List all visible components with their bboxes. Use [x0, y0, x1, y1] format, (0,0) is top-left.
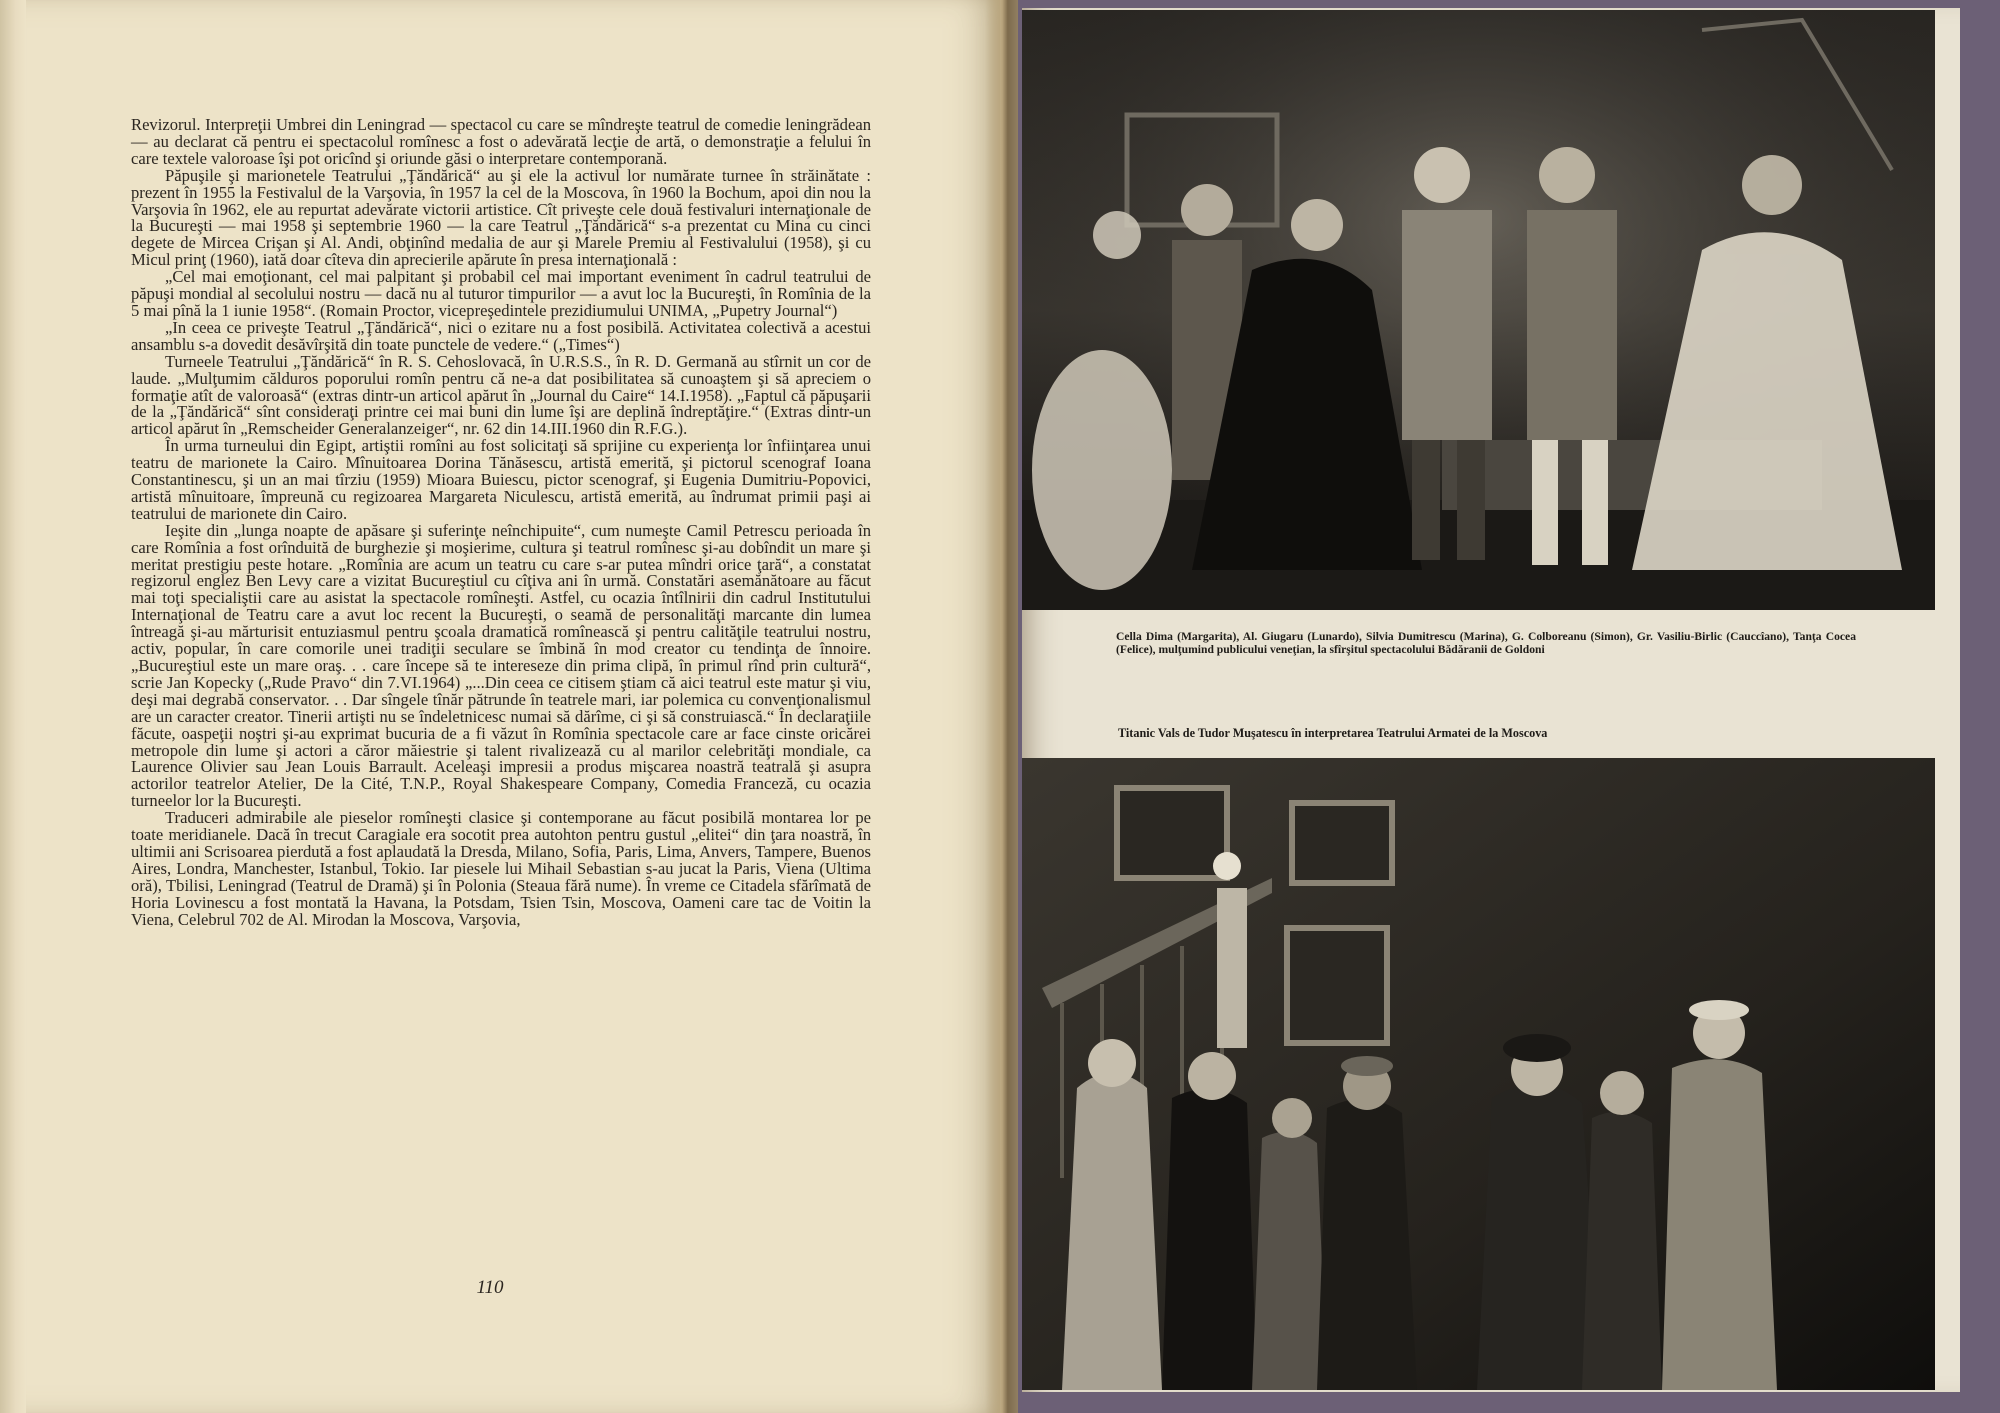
paragraph: Revizorul. Interpreţii Umbrei din Leningrad — spectacol cu care se mîndreşte teatrul de comedie leningrădean — au declarat că pentru ei spectacolul romînesc a fost o adevărată lecţie de artă, o demonstraţie a felului în care textele valoroase îşi pot oricînd şi oriunde găsi o interpretare contemporană. — [131, 115, 871, 168]
quote-paragraph: „In ceea ce priveşte Teatrul „Ţăndărică“, nici o ezitare nu a fost posibilă. Activitatea colectivă a acestui ansamblu s-a dovedit desăvîrşită din toate punctele de vedere.“ („Times“) — [131, 317, 871, 354]
paragraph: Ieşite din „lunga noapte de apăsare şi suferinţe neînchipuite“, cum numeşte Camil Petrescu perioada în care Romînia a fost orînduită de burghezie şi moşierime, cultura şi teatrul romînesc şi-au dobîndit un mare şi meritat prestigiu peste hotare. „Romînia are acum un teatru cu care s-ar putea mîndri orice ţară“, a constatat regizorul englez Ben Levy care a vizitat Bucureştiul cu cîţiva ani în urmă. Constatări asemănătoare au făcut mai toţi specialiştii care au asistat la spectacole romîneşti. Astfel, cu ocazia întîlnirii din cadrul Institutului Internaţional de Teatru care a avut loc recent la Bucureşti, o seamă de personalităţi marcante din lumea întreagă şi-au mărturisit entuziasmul pentru şcoala dramatică romînească şi pentru calităţile teatrului nostru, activ, popular, în care comorile unei tradiţii seculare se îmbină în mod creator cu tendinţa de înnoire. „Bucureştiul este un mare oraş. . . care începe să te intereseze din prima clipă, în primul rînd prin cultură“, scrie Jan Kopecky („Rude Pravo“ din 7.VI.1964) „...Din ceea ce citisem ştiam că aici teatrul este matur şi viu, deşi mai degrabă conservator. . . Dar sîngele tînăr pătrunde în teatrele mari, iar polemica cu convenţionalismul are un caracter creator. Tinerii artişti nu se îndeletnicesc numai să dărîme, ci şi să construiască.“ În declaraţiile făcute, oaspeţii noştri şi-au exprimat bucuria de a fi văzut în Romînia spectacole care ar face cinste oricărei metropole din lume şi actori a căror măiestrie şi talent rivalizează cu al marilor celebrităţi mondiale, ca Laurence Olivier sau Jean Louis Barrault. Aceleaşi impresii a produs mişcarea noastră teatrală şi asupra actorilor teatrelor Atelier, De la Cité, T.N.P., Royal Shakespeare Company, Comedia Franceză, cu ocazia turneelor lor la Bucureşti. — [131, 520, 871, 811]
page-number: 110 — [476, 1277, 504, 1298]
photo-titanic-vals — [1022, 758, 1935, 1390]
caption-top: Cella Dima (Margarita), Al. Giugaru (Lunardo), Silvia Dumitrescu (Marina), G. Colboreanu (Simon), Gr. Vasiliu-Birlic (Cauccîano), Tanţa Cocea (Felice), mulţumind publicului veneţian, la sfîrşitul spectacolului Bădăranii de Goldoni — [1116, 630, 1856, 656]
caption-bottom: Titanic Vals de Tudor Muşatescu în interpretarea Teatrului Armatei de la Moscova — [1118, 726, 1548, 740]
paragraph: Păpuşile şi marionetele Teatrului „Ţăndărică“ au şi ele la activul lor numărate turnee în străinătate : prezent în 1955 la Festivalul de la Varşovia, în 1957 la cel de la Moscova, în 1960 la Bochum, apoi din nou la Varşovia în 1962, ele au repurtat adevărate victorii artistice. Cît priveşte cele două festivaluri internaţionale de la Bucureşti — mai 1958 şi septembrie 1960 — la care Teatrul „Ţăndărică“ s-a prezentat cu Mina cu cinci degete de Mircea Crişan şi Al. Andi, obţinînd medalia de aur şi Marele Premiu al Festivalului (1958), şi cu Micul prinţ (1960), iată doar cîteva din aprecierile apărute în presa internaţională : — [131, 165, 871, 270]
page-edge — [0, 0, 26, 1413]
paragraph: Turneele Teatrului „Ţăndărică“ în R. S. Cehoslovacă, în U.R.S.S., în R. D. Germană au stîrnit un cor de laude. „Mulţumim călduros poporului romîn pentru că ne-a dat posibilitatea să cunoaştem şi să apreciem o formaţie atît de valoroasă“ (extras dintr-un articol apărut în „Journal du Caire“ 14.I.1958). „Faptul că păpuşarii de la „Ţăndărică“ sînt consideraţi printre cei mai buni din lume îşi are deplină îndreptăţire.“ (Extras dintr-un articol apărut în „Remscheider Generalanzeiger“, nr. 62 din 14.III.1960 din R.F.G.). — [131, 351, 871, 439]
photo-badaranii — [1022, 10, 1935, 610]
article-body — [131, 117, 871, 929]
stage-photo-illustration — [1022, 10, 1935, 610]
stage-photo-illustration — [1022, 758, 1935, 1390]
paragraph: Traduceri admirabile ale pieselor romîneşti clasice şi contemporane au făcut posibilă montarea lor pe toate meridianele. Dacă în trecut Caragiale era socotit prea autohton pentru gustul „elitei“ din ţara noastră, în ultimii ani Scrisoarea pierdută a fost aplaudată la Dresda, Milano, Sofia, Paris, Lima, Anvers, Tampere, Buenos Aires, Londra, Manchester, Istanbul, Tokio. Iar piesele lui Mihail Sebastian s-au jucat la Paris, Viena (Ultima oră), Tbilisi, Leningrad (Teatrul de Dramă) şi în Polonia (Steaua fără nume). În vreme ce Citadela sfărîmată de Horia Lovinescu a fost montată la Havana, la Potsdam, Tsien Tsin, Moscova, Oameni care tac de Voitin la Viena, Celebrul 702 de Al. Mirodan la Moscova, Varşovia, — [131, 808, 871, 929]
quote-paragraph: „Cel mai emoţionant, cel mai palpitant şi probabil cel mai important eveniment în cadrul teatrului de păpuşi mondial al secolului nostru — dacă nu al tuturor timpurilor — a avut loc la Bucureşti, în Romînia de la 5 mai pînă la 1 iunie 1958“. (Romain Proctor, vicepreşedintele prezidiumului UNIMA, „Pupetry Journal“) — [131, 267, 871, 320]
paragraph: În urma turneului din Egipt, artiştii romîni au fost solicitaţi să sprijine cu experienţa lor înfiinţarea unui teatru de marionete la Cairo. Mînuitoarea Dorina Tănăsescu, artistă emerită, şi pictorul scenograf Ioana Constantinescu, şi un an mai tîrziu (1959) Mioara Buiescu, pictor scenograf, şi Eugenia Dumitriu-Popovici, artistă mînuitoare, împreună cu regizoarea Margareta Niculescu, artistă emerită, au îndrumat primii paşi ai teatrului de marionete din Cairo. — [131, 436, 871, 523]
